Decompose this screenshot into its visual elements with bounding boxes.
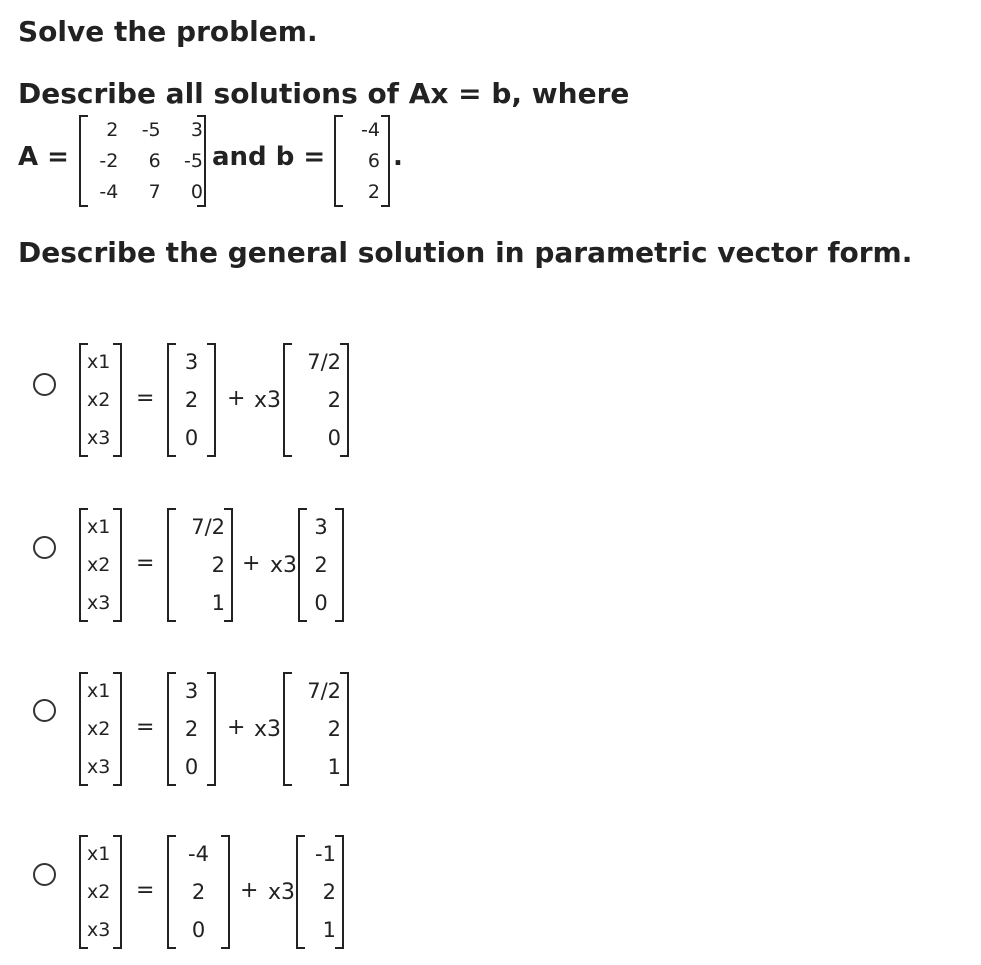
equals-sign: = [136, 386, 155, 411]
equals-sign: = [136, 551, 155, 576]
variable-label: x1 [87, 515, 111, 538]
matrix-a [79, 115, 206, 207]
parameter-label: x3 [268, 880, 296, 905]
matrix-a-cell: -2 [99, 149, 119, 172]
direction-vector [283, 343, 349, 457]
vector-cell: 3 [184, 349, 199, 374]
vector-cell: 0 [184, 754, 199, 779]
plus-sign: + [227, 715, 246, 740]
variable-label: x3 [87, 918, 111, 941]
direction-vector [298, 508, 344, 622]
vector-cell: 2 [184, 387, 199, 412]
radio-button[interactable] [33, 699, 56, 722]
vector-cell: 2 [211, 552, 225, 577]
vector-cell: 0 [314, 590, 328, 615]
vector-cell: 2 [314, 552, 328, 577]
equals-sign: = [136, 878, 155, 903]
variable-label: x2 [87, 553, 111, 576]
radio-button[interactable] [33, 536, 56, 559]
vector-cell: 2 [327, 716, 341, 741]
variable-label: x1 [87, 842, 111, 865]
vector-cell: 3 [184, 678, 199, 703]
matrix-a-label: A = [18, 142, 69, 172]
plus-sign: + [242, 551, 261, 576]
matrix-a-cell: -4 [99, 180, 119, 203]
vector-cell: 3 [314, 514, 328, 539]
matrix-a-cell: 3 [190, 119, 203, 142]
variable-label: x3 [87, 591, 111, 614]
vector-cell: -4 [188, 841, 209, 866]
variables-vector [79, 835, 122, 949]
matrix-a-cell: -5 [184, 149, 203, 172]
vector-cell: 1 [211, 590, 225, 615]
vector-cell: 7/2 [307, 678, 341, 703]
question-subprompt: Describe the general solution in parametric vector form. [18, 236, 913, 269]
vector-cell: 0 [191, 917, 206, 942]
variable-label: x3 [87, 426, 111, 449]
parameter-label: x3 [254, 717, 282, 742]
matrix-a-cell: -5 [141, 119, 161, 142]
parameter-label: x3 [254, 388, 282, 413]
variable-label: x2 [87, 388, 111, 411]
variable-label: x2 [87, 880, 111, 903]
vector-cell: 2 [184, 716, 199, 741]
vector-cell: 1 [327, 754, 341, 779]
vector-b [334, 115, 390, 207]
matrix-a-cell: 6 [148, 149, 161, 172]
instruction-text: Solve the problem. [18, 15, 318, 48]
particular-solution-vector [167, 672, 216, 786]
vector-cell: 2 [191, 879, 206, 904]
vector-cell: 0 [184, 425, 199, 450]
radio-button[interactable] [33, 863, 56, 886]
particular-solution-vector [167, 508, 233, 622]
variables-vector [79, 508, 122, 622]
vector-b-cell: 6 [367, 149, 380, 172]
variables-vector [79, 343, 122, 457]
particular-solution-vector [167, 835, 230, 949]
variable-label: x2 [87, 717, 111, 740]
vector-b-cell: 2 [367, 180, 380, 203]
vector-b-cell: -4 [361, 119, 380, 142]
and-b-label: and b = [212, 142, 326, 172]
vector-cell: 7/2 [191, 514, 225, 539]
vector-cell: 7/2 [307, 349, 341, 374]
vector-cell: 0 [327, 425, 341, 450]
plus-sign: + [240, 878, 259, 903]
radio-button[interactable] [33, 373, 56, 396]
plus-sign: + [227, 386, 246, 411]
matrix-a-cell: 0 [190, 180, 203, 203]
matrix-a-cell: 2 [106, 119, 119, 142]
direction-vector [283, 672, 349, 786]
vector-cell: 1 [322, 917, 336, 942]
vector-cell: 2 [327, 387, 341, 412]
parameter-label: x3 [270, 553, 298, 578]
variable-label: x1 [87, 350, 111, 373]
equals-sign: = [136, 715, 155, 740]
particular-solution-vector [167, 343, 216, 457]
question-prompt: Describe all solutions of Ax = b, where [18, 77, 630, 110]
variable-label: x1 [87, 679, 111, 702]
vector-cell: 2 [322, 879, 336, 904]
vector-cell: -1 [315, 841, 336, 866]
variable-label: x3 [87, 755, 111, 778]
direction-vector [296, 835, 344, 949]
variables-vector [79, 672, 122, 786]
matrix-a-cell: 7 [148, 180, 161, 203]
period: . [393, 142, 403, 172]
